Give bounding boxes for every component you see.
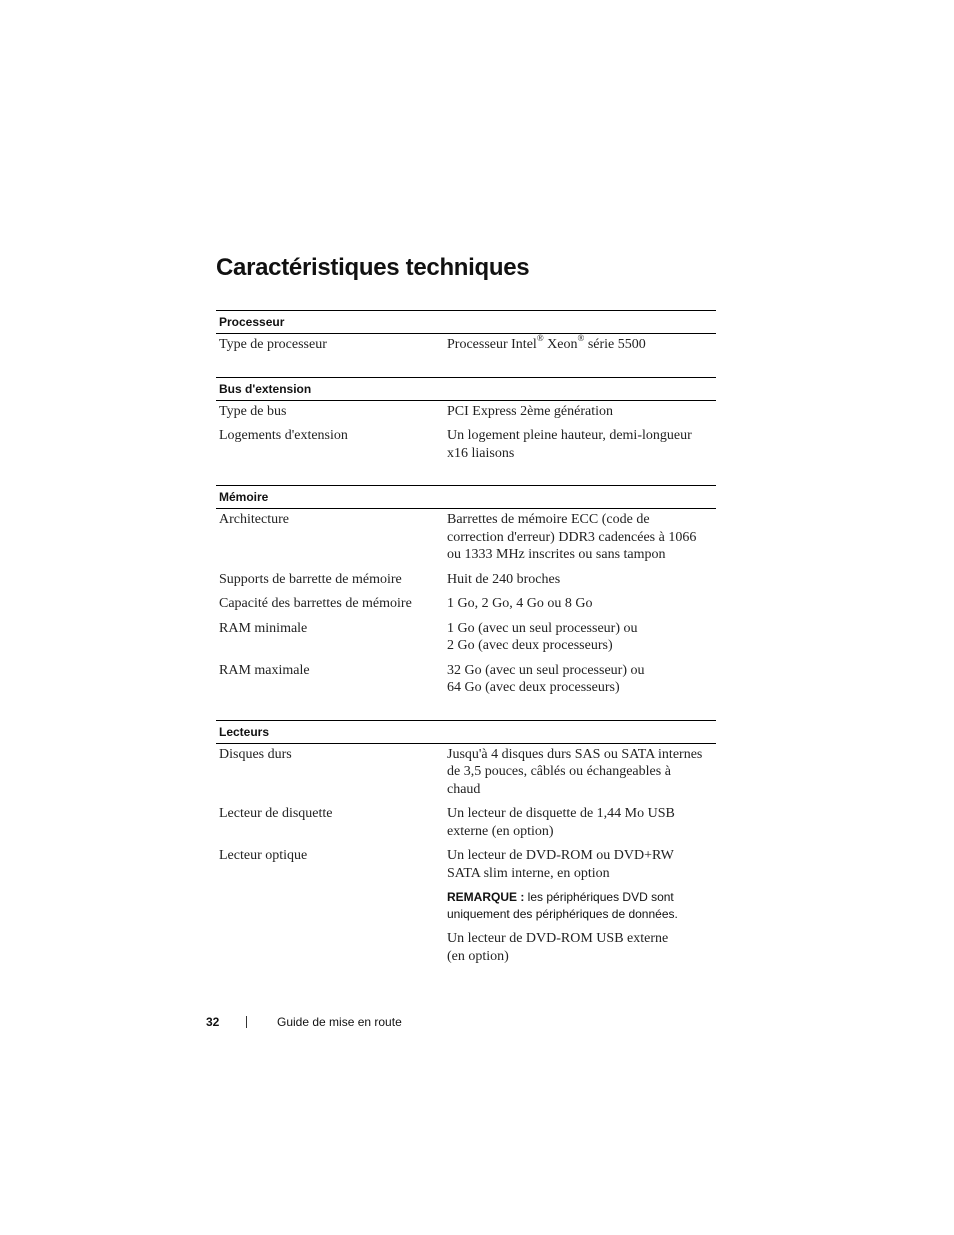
row-label: Type de processeur: [219, 337, 327, 352]
table-row: [216, 403, 716, 421]
page-footer: [206, 1015, 402, 1029]
table-row: [216, 662, 716, 697]
guide-title: Guide de mise en route: [277, 1015, 402, 1029]
row-value: 1 Go (avec un seul processeur) ou 2 Go (avec deux processeurs): [447, 620, 638, 653]
row-label: Logements d'extension: [219, 428, 348, 443]
table-row: [216, 620, 716, 655]
section-heading: Processeur: [216, 310, 716, 334]
row-value: 1 Go, 2 Go, 4 Go ou 8 Go: [447, 596, 593, 611]
specifications-table: [216, 310, 716, 972]
row-label: Type de bus: [219, 403, 287, 419]
note-label: REMARQUE :: [447, 890, 525, 904]
table-row: [216, 333, 716, 354]
table-row: [216, 595, 716, 613]
row-value: Barrettes de mémoire ECC (code de correction d'erreur) DDR3 cadencées à 1066 ou 1333 MHz inscrites ou sans tampon: [447, 512, 697, 562]
row-value: Huit de 240 broches: [447, 571, 561, 587]
row-label: Architecture: [219, 512, 289, 527]
section-heading: Mémoire: [216, 485, 716, 509]
footer-separator: [246, 1016, 247, 1028]
section-lecteurs: [216, 720, 716, 966]
row-label: Lecteur optique: [219, 848, 308, 863]
row-value: Jusqu'à 4 disques durs SAS ou SATA internes de 3,5 pouces, câblés ou échangeables à chaud: [447, 746, 703, 797]
row-value: Un lecteur de DVD-ROM ou DVD+RW SATA slim interne, en option REMARQUE : les périphériques DVD sont uniquement des périphériques de données. Un lecteur de DVD-ROM USB externe (en option): [447, 847, 716, 965]
table-row: [216, 571, 716, 589]
row-label: Lecteur de disquette: [219, 806, 333, 821]
table-row: [216, 847, 716, 965]
row-value: Processeur Intel® Xeon® série 5500: [447, 333, 646, 352]
row-value: 32 Go (avec un seul processeur) ou 64 Go (avec deux processeurs): [447, 662, 645, 695]
table-row: [216, 511, 716, 564]
row-value: PCI Express 2ème génération: [447, 403, 614, 419]
table-row: [216, 427, 716, 462]
section-heading: Bus d'extension: [216, 377, 716, 401]
section-heading: Lecteurs: [216, 720, 716, 744]
row-label: Disques durs: [219, 746, 292, 762]
section-processeur: [216, 310, 716, 377]
page-number: 32: [206, 1015, 220, 1029]
section-bus-extension: [216, 377, 716, 486]
page-title: Caractéristiques techniques: [216, 254, 530, 281]
row-label: Capacité des barrettes de mémoire: [219, 596, 412, 611]
row-label: Supports de barrette de mémoire: [219, 571, 402, 587]
note: REMARQUE : les périphériques DVD sont uniquement des périphériques de données.: [447, 890, 678, 921]
row-value: Un logement pleine hauteur, demi-longueur x16 liaisons: [447, 428, 692, 461]
row-label: RAM maximale: [219, 662, 310, 678]
table-row: [216, 805, 716, 840]
row-value: Un lecteur de disquette de 1,44 Mo USB externe (en option): [447, 806, 675, 839]
table-row: [216, 746, 716, 799]
section-memoire: [216, 485, 716, 720]
row-label: RAM minimale: [219, 620, 308, 636]
